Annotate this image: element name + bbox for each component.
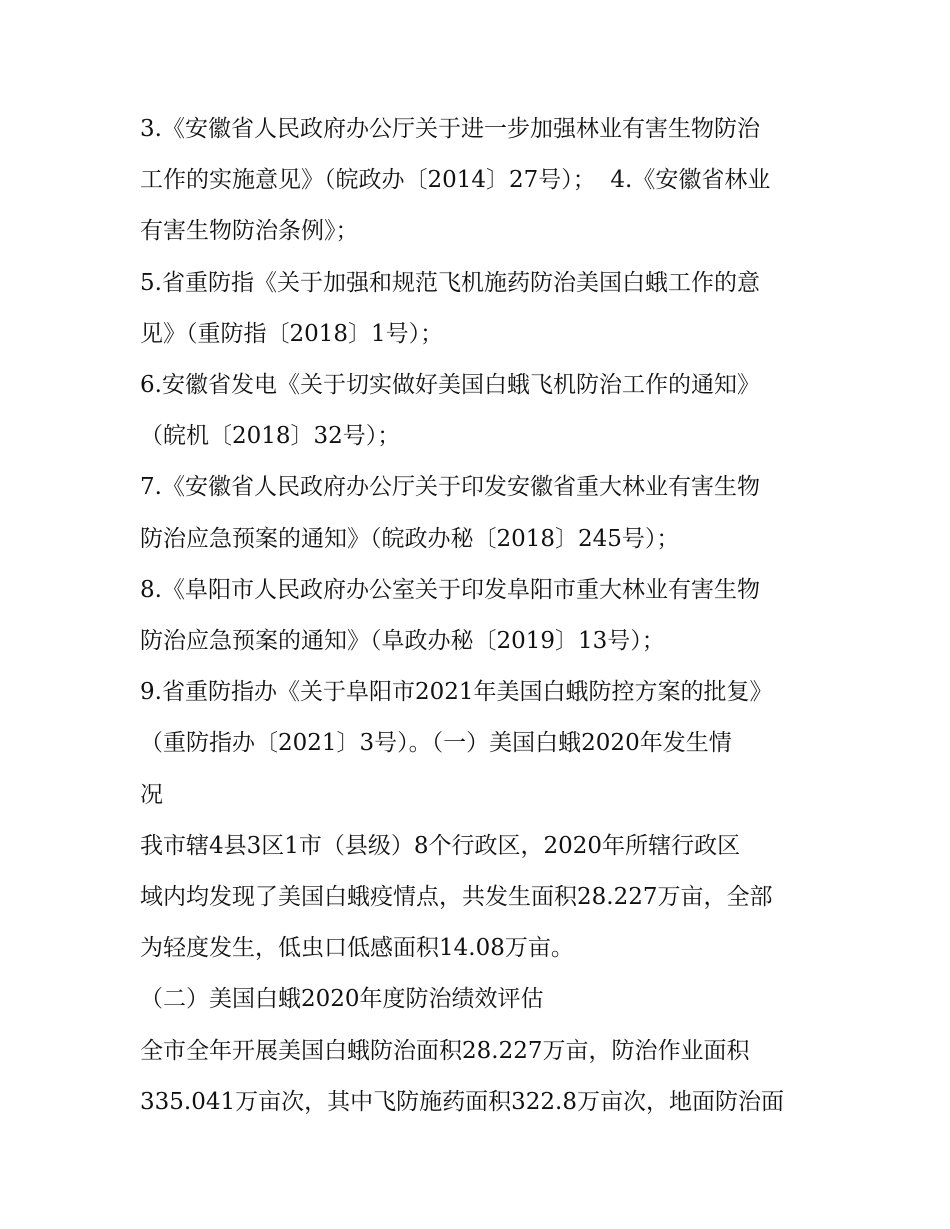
text-line: 3.《安徽省人民政府办公厅关于进一步加强林业有害生物防治: [140, 116, 760, 142]
text-line: 域内均发现了美国白蛾疫情点，共发生面积28.227万亩，全部: [140, 884, 773, 911]
text-line: 有害生物防治条例》；: [140, 218, 359, 245]
text-line: 8.《阜阳市人民政府办公室关于印发阜阳市重大林业有害生物: [140, 576, 760, 603]
text-line: 我市辖4县3区1市（县级）8个行政区，2020年所辖行政区: [140, 832, 741, 859]
text-line: （重防指办〔2021〕3号）。（一）美国白蛾2020年发生情: [140, 730, 732, 757]
text-line: 5.省重防指《关于加强和规范飞机施药防治美国白蛾工作的意: [140, 269, 760, 296]
text-line: 9.省重防指办《关于阜阳市2021年美国白蛾防控方案的批复》: [140, 679, 773, 706]
text-line: 为轻度发生，低虫口低感面积14.08万亩。: [140, 935, 574, 962]
text-line: 工作的实施意见》（皖政办〔2014〕27号）； 4.《安徽省林业: [140, 167, 771, 194]
text-line: 况: [140, 781, 163, 808]
text-line: 见》（重防指〔2018〕1号）；: [140, 320, 444, 347]
text-line: 6.安徽省发电《关于切实做好美国白蛾飞机防治工作的通知》: [140, 372, 760, 399]
text-line: 防治应急预案的通知》（皖政办秘〔2018〕245号）；: [140, 525, 680, 552]
text-line: （皖机〔2018〕32号）；: [140, 423, 401, 450]
document-body: [140, 104, 820, 1128]
text-line: 防治应急预案的通知》（阜政办秘〔2019〕13号）；: [140, 628, 665, 655]
text-line: （二）美国白蛾2020年度防治绩效评估: [140, 986, 544, 1013]
text-line: 7.《安徽省人民政府办公厅关于印发安徽省重大林业有害生物: [140, 474, 760, 501]
text-line: 335.041万亩次，其中飞防施药面积322.8万亩次，地面防治面: [140, 1088, 784, 1115]
text-line: 全市全年开展美国白蛾防治面积28.227万亩，防治作业面积: [140, 1037, 750, 1064]
